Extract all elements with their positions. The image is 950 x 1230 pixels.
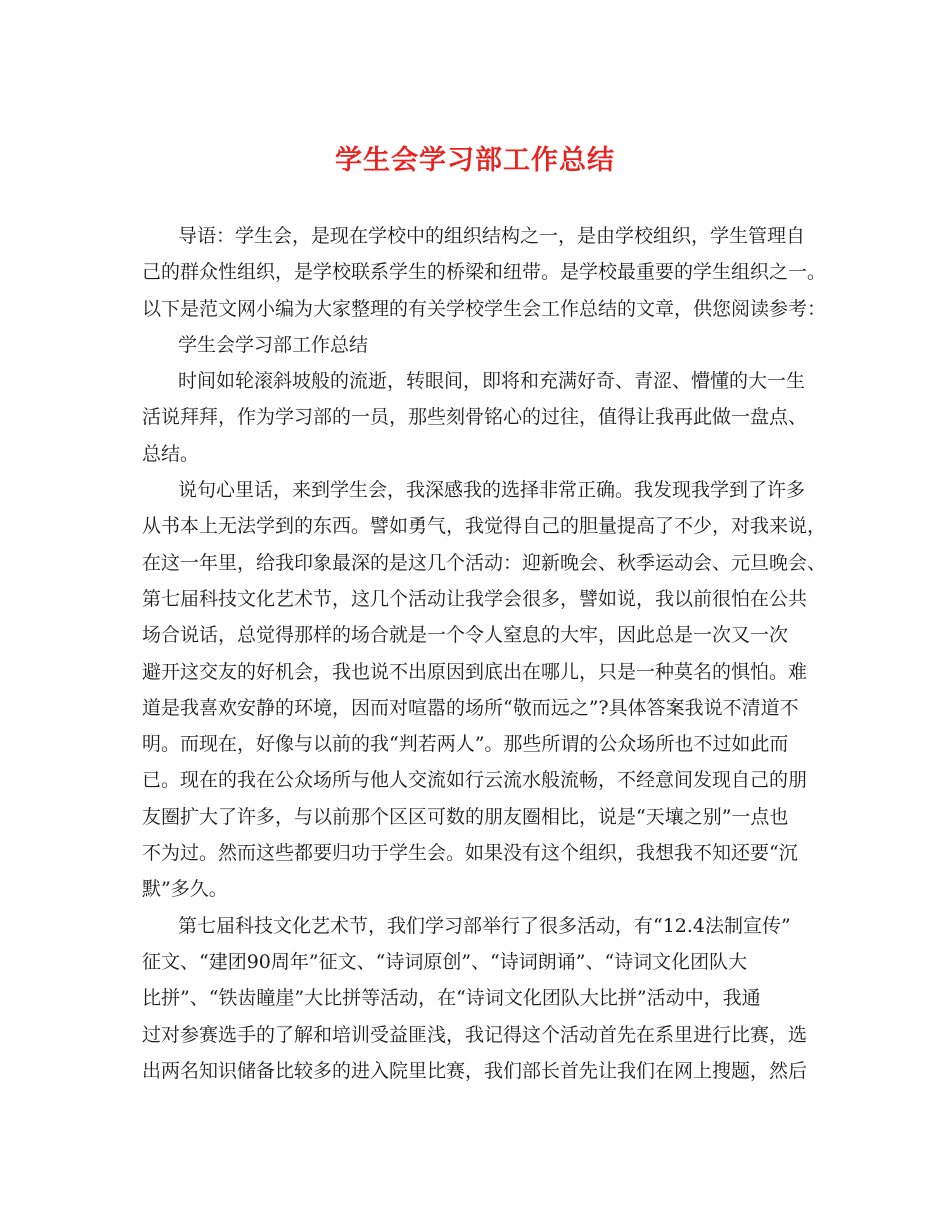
text-line: 第七届科技文化艺术节，我们学习部举行了很多活动，有“12.4法制宣传” [178,914,791,937]
document-title: 学生会学习部工作总结 [335,145,615,176]
text-line: 出两名知识储备比较多的进入院里比赛，我们部长首先让我们在网上搜题，然后 [142,1059,808,1082]
text-line: 不为过。然而这些都要归功于学生会。如果没有这个组织，我想我不知还要“沉 [142,842,798,865]
text-line: 友圈扩大了许多，与以前那个区区可数的朋友圈相比，说是“天壤之别”一点也 [142,805,789,828]
text-line: 学生会学习部工作总结 [178,333,369,356]
text-line: 以下是范文网小编为大家整理的有关学校学生会工作总结的文章，供您阅读参考： [142,297,827,320]
text-line: 避开这交友的好机会，我也说不出原因到底出在哪儿，只是一种莫名的惧怕。难 [142,660,808,683]
text-line: 说句心里话，来到学生会，我深感我的选择非常正确。我发现我学到了许多 [178,479,806,502]
text-line: 比拼”、“铁齿瞳崖”大比拼等活动，在“诗词文化团队大比拼”活动中，我通 [142,987,761,1010]
text-line: 默”多久。 [142,878,228,901]
text-line: 导语：学生会，是现在学校中的组织结构之一，是由学校组织，学生管理自 [178,225,806,247]
text-line: 场合说话，总觉得那样的场合就是一个令人窒息的大牢，因此总是一次又一次 [142,624,789,647]
text-line: 过对参赛选手的了解和培训受益匪浅，我记得这个活动首先在系里进行比赛，选 [142,1023,808,1046]
text-line: 从书本上无法学到的东西。譬如勇气，我觉得自己的胆量提高了不少，对我来说， [142,515,827,538]
text-line: 明。而现在，好像与以前的我“判若两人”。那些所谓的公众场所也不过如此而 [142,733,789,756]
text-line: 时间如轮滚斜坡般的流逝，转眼间，即将和充满好奇、青涩、懵懂的大一生 [178,370,806,393]
text-line: 己的群众性组织，是学校联系学生的桥梁和纽带。是学校最重要的学生组织之一。 [142,261,827,284]
text-line: 征文、“建团90周年”征文、“诗词原创”、“诗词朗诵”、“诗词文化团队大 [142,950,748,973]
text-line: 总结。 [142,442,200,465]
text-line: 第七届科技文化艺术节，这几个活动让我学会很多，譬如说，我以前很怕在公共 [142,587,808,610]
text-line: 道是我喜欢安静的环境，因而对喧嚣的场所“敬而远之”?具体答案我说不清道不 [142,696,799,719]
text-line: 在这一年里，给我印象最深的是这几个活动：迎新晚会、秋季运动会、元旦晚会、 [142,551,827,574]
document-body [142,218,827,1089]
text-line: 已。现在的我在公众场所与他人交流如行云流水般流畅，不经意间发现自己的朋 [142,769,808,792]
text-line: 活说拜拜，作为学习部的一员，那些刻骨铭心的过往，值得让我再此做一盘点、 [142,406,808,429]
